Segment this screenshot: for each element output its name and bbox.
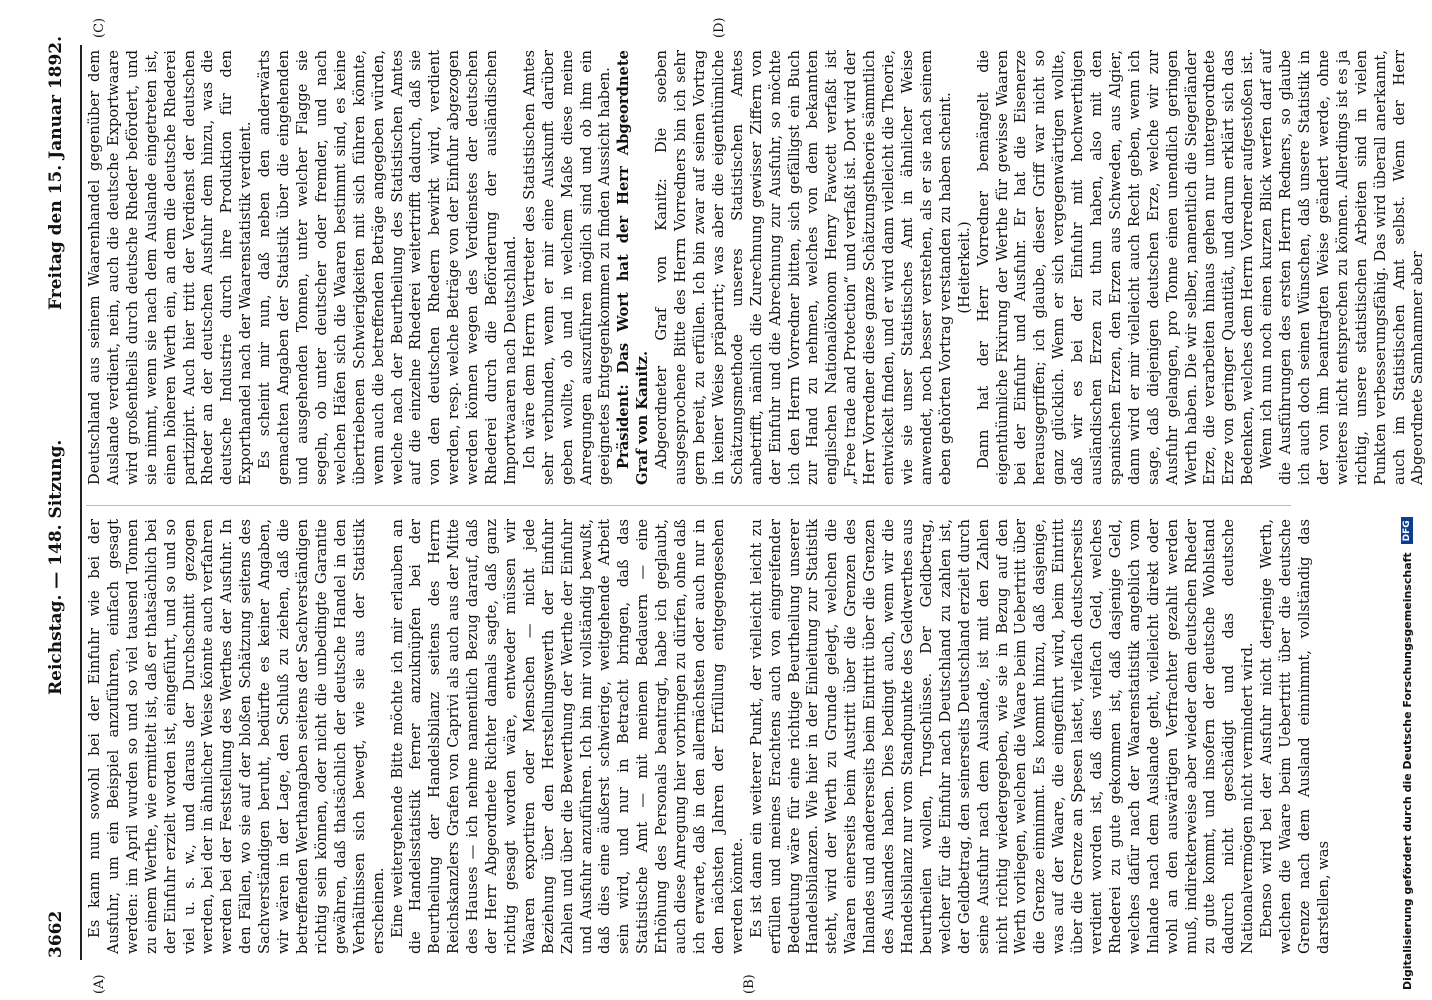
paragraph: Abgeordneter Graf von Kanitz: Die soeben ausgesprochene Bitte des Herrn Vorredners bin ich sehr gern bereit, zu erfüllen. Ich bin zwar auf seinen Vortrag in keiner Weise präparirt; was aber die eigenthümliche Schätzungsmethode unseres Statistischen Amtes anbetrifft, nämlich die Zurechnung gewisser Ziffern von der Einfuhr und die Abrechnung zur Ausfuhr, so möchte ich den Herrn Vorredner bitten, sich gefälligst ein Buch zur Hand zu nehmen, welches von dem bekannten englischen Nationalökonom Henry Fawcett verfaßt ist „Free trade and Protection“ und verfaßt ist. Dort wird der Herr Vorredner diese ganze Schätzungstheorie sämmtlich entwickelt finden, und er wird dann vielleicht die Theorie, wie sie unser Statistisches Amt in ähnlicher Weise anwendet, noch besser verstehen, als er sie nach seinem eben gehörten Vortrag verstanden zu haben scheint. <box>653 50 954 485</box>
paragraph: Eine weitergehende Bitte möchte ich mir erlauben an die Handelsstatistik ferner anzuknüpfen bei der Beurtheilung der Handelsbilanz seitens des Herrn Reichskanzlers Grafen von Caprivi als auch aus der Mitte des Hauses — ich nehme namentlich Bezug darauf, daß der Herr Abgeordnete Richter damals sagte, daß ganz richtig gesagt worden wäre, entweder müssen wir Waaren exportiren oder Menschen — nicht jede Beziehung über den Herstellungswerth der Einfuhr Zahlen und über die Bewerthung der Werthe der Einfuhr und Ausfuhr anzuführen. Ich bin mir vollständig bewußt, daß dies eine äußerst schwierige, weitgehende Arbeit sein wird, und nur in Betracht bringen, daß das Statistische Amt — mit meinem Bedauern — eine Erhöhung des Personals beantragt, habe ich geglaubt, auch diese Anregung hier vorbringen zu dürfen, ohne daß ich erwarte, daß in den allernächsten oder auch nur in den nächsten Jahren der Erfüllung entgegengesehen werden könnte. <box>388 519 746 954</box>
text-column-right <box>86 50 1427 485</box>
margin-mark-c: (C) <box>92 17 107 38</box>
credit-text: Digitalisierung gefördert durch die Deutsche Forschungsgemeinschaft <box>1400 552 1414 990</box>
paragraph: Deutschland aus seinem Waarenhandel gegenüber dem Auslande verdient, nein, auch die deutsche Exportwaare wird großentheils durch deutsche Rheder befördert, und sie nimmt, wenn sie nach dem Auslande eingetreten ist, einen höheren Werth ein, an dem die deutsche Rhederei partizipirt. Auch hier tritt der Verdienst der deutschen Rheder an der deutschen Ausfuhr dem hinzu, was die deutsche Industrie durch ihre Produktion für den Exporthandel nach der Waarenstatistik verdient. <box>86 50 255 485</box>
text-column-left <box>86 519 1332 954</box>
paragraph: Es ist dann ein weiterer Punkt, der vielleicht leicht zu erfüllen und meines Erachtens auch von eingreifender Bedeutung wäre für eine richtige Beurtheilung unserer Handelsbilanzen. Wie hier in der Einleitung zur Statistik steht, wird der Werth zu Grunde gelegt, welchen die Waaren einerseits beim Austritt über die Grenzen des Inlandes und andererseits beim Eintritt über die Grenzen des Auslandes haben. Dies bedingt auch, wenn wir die Handelsbilanz nur vom Standpunkte des Geldwerthes aus beurtheilen wollen, Trugschlüsse. Der Geldbetrag, welcher für die Einfuhr nach Deutschland zu zahlen ist, der Geldbetrag, den seinerseits Deutschland erzielt durch seine Ausfuhr nach dem Auslande, ist mit den Zahlen nicht richtig wiedergegeben, wie sie in Bezug auf den Werth vorliegen, welchen die Waare beim Uebertritt über die Grenze einnimmt. Es kommt hinzu, daß dasjenige, was auf der Waare, die eingeführt wird, beim Eintritt über die Grenze an Spesen lastet, vielfach deutscherseits verdient worden ist, daß dies vielfach Geld, welches Rhederei zu gute gekommen ist, daß dasjenige Geld, welches dafür nach der Waarenstatistik angeblich vom Inlande nach dem Auslande geht, vielleicht direkt oder wohl an den auswärtigen Verfrachter gezahlt werden muß, indirekterweise aber wieder dem deutschen Rheder zu gute kommt, und insofern der deutsche Wohlstand dadurch nicht geschädigt und das deutsche Nationalvermögen nicht vermindert wird. <box>747 519 1257 954</box>
margin-mark-d: (D) <box>712 17 727 38</box>
paragraph: Ebenso wird bei der Ausfuhr nicht derjenige Werth, welchen die Waare beim Uebertritt über die deutsche Grenze nach dem Ausland einnimmt, vollständig das darstellen, was <box>1258 519 1332 954</box>
interjection: (Heiterkeit.) <box>955 221 973 314</box>
paragraph: Ich wäre dem Herrn Vertreter des Statistischen Amtes sehr verbunden, wenn er mir eine Auskunft darüber geben wollte, ob und in welchem Maße diese meine Anregungen auszuführen möglich sind und ob ihm ein geeignetes Entgegenkommen zu finden Aussicht haben. <box>520 50 614 485</box>
header-left-title: Reichstag. — 148. Sitzung. <box>46 439 66 695</box>
column-divider <box>86 505 1291 506</box>
margin-mark-b: (B) <box>742 974 757 994</box>
margin-mark-a: (A) <box>92 974 107 994</box>
paragraph: Es scheint mir nun, daß neben den anderwärts gemachten Angaben der Statistik über die eingehenden und ausgehenden Tonnen, unter welcher Flagge sie segeln, ob unter deutscher oder fremder, und nach welchen Häfen sich die Waaren bestimmt sind, es keine übertriebenen Schwierigkeiten mit sich führen könnte, wenn auch die betreffenden Beträge angegeben würden, welche nach der Beurtheilung des Statistischen Amtes auf die einzelne Rhederei weitertrifft dadurch, daß sie von den deutschen Rhedern bewirkt wird, verdient werden, resp. welche Beträge von der Einfuhr abgezogen werden können wegen des Verdienstes der deutschen Rhederei durch die Beförderung der ausländischen Importwaaren nach Deutschland. <box>256 50 519 485</box>
digitization-credit <box>1392 0 1422 990</box>
page-number: 3662 <box>46 910 66 958</box>
header-rule <box>80 45 82 960</box>
paragraph: Wenn ich nun noch einen kurzen Blick werfen darf auf die Ausführungen des ersten Herrn Redners, so glaube ich auch doch seinen Wünschen, daß unsere Statistik in der von ihm beantragten Weise geändert werde, ohne weiteres nicht entsprechen zu können. Allerdings ist es ja richtig, unsere statistischen Arbeiten sind in vielen Punkten verbesserungsfähig. Das wird überall anerkannt, auch im Statistischen Amt selbst. Wenn der Herr Abgeordnete Samhammer aber <box>1258 50 1427 485</box>
paragraph: Dann hat der Herr Vorredner bemängelt die eigenthümliche Fixirung der Werthe für gewisse Waaren bei der Einfuhr und Ausfuhr. Er hat die Eisenerze herausgegriffen; ich glaube, dieser Griff war nicht so ganz glücklich. Wenn er sich vergegenwärtigen wollte, daß wir es bei der Einfuhr mit hochwerthigen ausländischen Erzen zu thun haben, also mit den spanischen Erzen, den Erzen aus Schweden, aus Algier, dann wird er mir vielleicht auch Recht geben, wenn ich sage, daß diejenigen deutschen Erze, welche wir zur Ausfuhr gelangen, pro Tonne einen unendlich geringen Werth haben. Die wir selber, namentlich die Siegerländer Erze, die verarbeiten hinaus gehen nur untergeordnete Erze von geringer Quantität, und darum erklärt sich das Bedenken, welches dem Herrn Vorredner aufgestoßen ist. <box>974 50 1257 485</box>
dfg-logo: DFG <box>1401 517 1413 544</box>
president-statement: Präsident: Das Wort hat der Herr Abgeordnete Graf von Kanitz. <box>615 50 652 485</box>
paragraph: Es kann nun sowohl bei der Einfuhr wie bei der Ausfuhr, um ein Beispiel anzuführen, einfach gesagt werden: im April wurden so und so viel tausend Tonnen zu einem Werthe, wie ermittelt ist, daß er thatsächlich bei der Einfuhr erzielt worden ist, eingeführt, und so und so viel u. s. w., und daraus der Durchschnitt gezogen werden, bei der in ähnlicher Weise könnte auch verfahren werden bei der Feststellung des Werthes der Ausfuhr. In den Fällen, wo sie auf der bloßen Schätzung seitens des Sachverständigen beruht, bedürfte es keiner Angaben, wir wären in der Lage, den Schluß zu ziehen, daß die betreffenden Werthangaben seitens der Sachverständigen richtig sein können, oder nicht die unbedingte Garantie gewähren, daß thatsächlich der deutsche Handel in den Verhältnissen sich bewegt, wie sie aus der Statistik erscheinen. <box>86 519 387 954</box>
header-right-title: Freitag den 15. Januar 1892. <box>46 35 66 310</box>
